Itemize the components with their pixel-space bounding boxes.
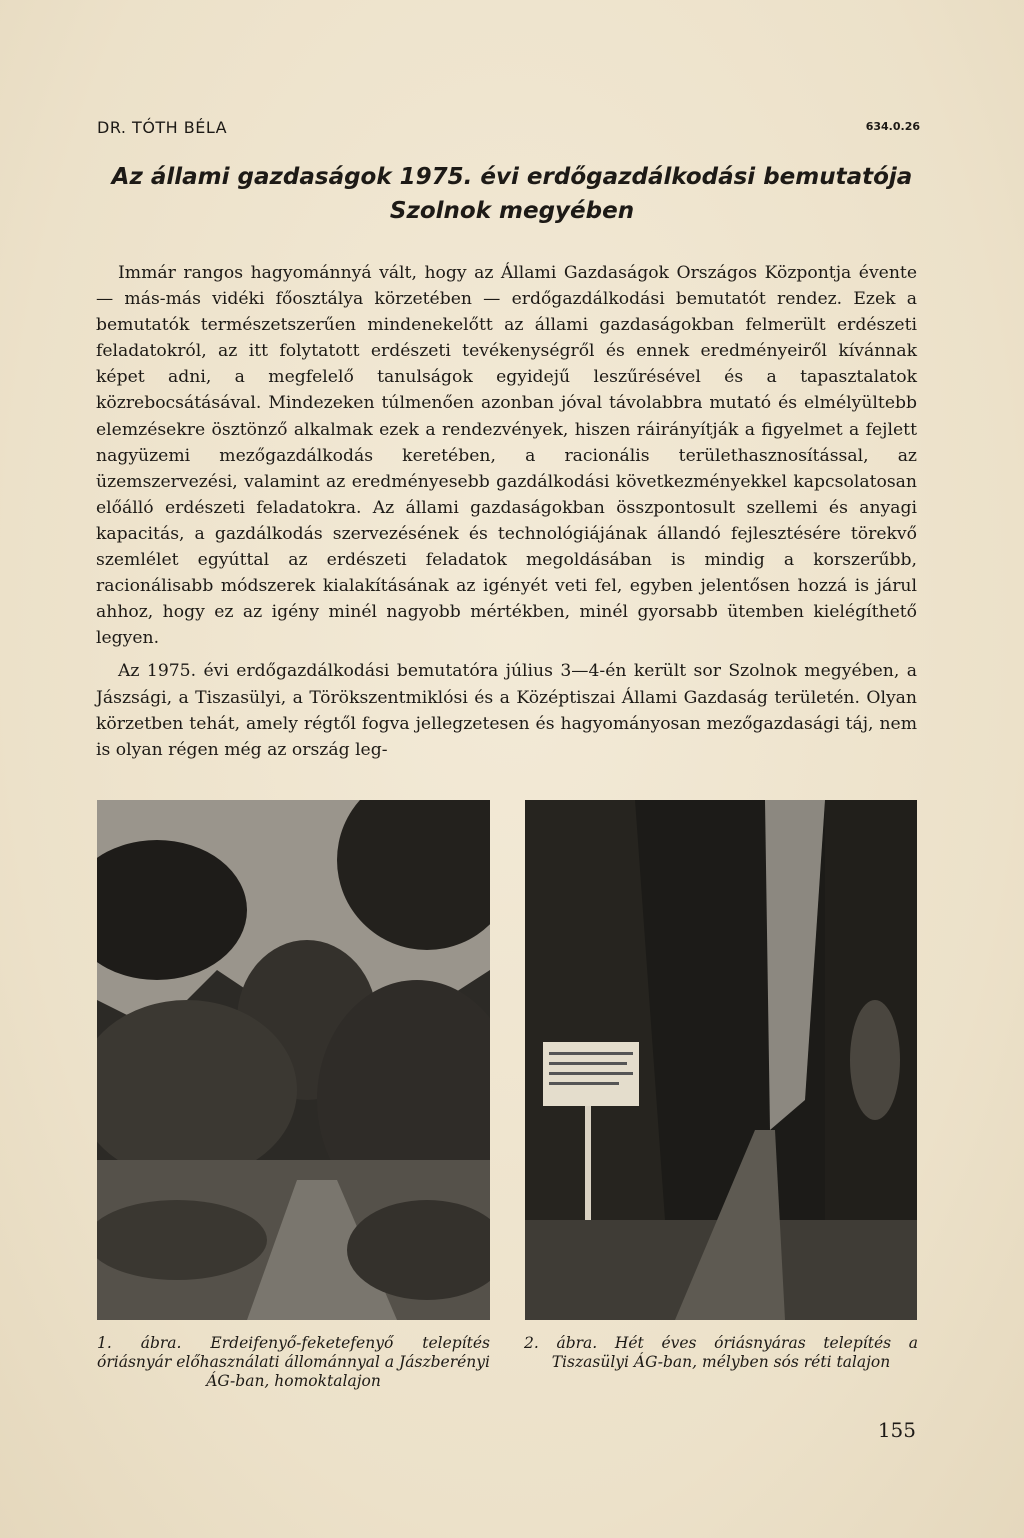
author-name: DR. TÓTH BÉLA [97, 118, 228, 137]
figure-1-caption: 1. ábra. Erdeifenyő-feketefenyő telepítés óriásnyár előhasználati állománnyal a Jászberényi ÁG-ban, homoktalajon [97, 1334, 490, 1390]
page-number: 155 [877, 1418, 916, 1442]
figure-2-caption: 2. ábra. Hét éves óriásnyáras telepítés a Tiszasülyi ÁG-ban, mélyben sós réti talajon [524, 1334, 918, 1371]
figure-1-photo [97, 800, 490, 1320]
paragraph: Az 1975. évi erdőgazdálkodási bemutatóra július 3—4-én került sor Szolnok megyében, a Jászsági, a Tiszasülyi, a Törökszentmiklósi és a Középtiszai Állami Gazdaság területén. Olyan körzetben tehát, amely régtől fogva jellegzetesen és hagyományosan mezőgazdasági táj, nem is olyan régen még az ország leg- [96, 661, 917, 760]
article-title [96, 160, 928, 228]
title-line-2: Szolnok megyében [389, 198, 635, 224]
paragraph: Immár rangos hagyománnyá vált, hogy az Állami Gazdaságok Országos Központja évente — más-más vidéki főosztálya körzetében — erdőgazdálkodási bemutatót rendez. Ezek a bemutatók természetszerűen mindenekelőtt az állami gazdaságokban felmerült erdészeti feladatokról, az itt folytatott erdészeti tevékenységről és ennek eredményeiről kívánnak képet adni, a megfelelő tanulságok egyidejű leszűrésével és a tapasztalatok közrebocsátásával. Mindezeken túlmenően azonban jóval távolabbra mutató és elmélyültebb elemzésekre ösztönző alkalmak ezek a rendezvények, hiszen ráirányítják a figyelmet a fejlett nagyüzemi mezőgazdálkodás keretében, a racionális területhasznosítással, az üzemszervezési, valamint az eredményesebb gazdálkodási következményekkel kapcsolatosan előálló erdészeti feladatokra. Az állami gazdaságokban összpontosult szellemi és anyagi kapacitás, a gazdálkodás szervezésének és technológiájának állandó fejlesztésére törekvő szemlélet egyúttal az erdészeti feladatok megoldásában is mindig a korszerűbb, racionálisabb módszerek kialakításának az igényét veti fel, egyben jelentősen hozzá is járul ahhoz, hogy ez az igény minél nagyobb mértékben, minél gyorsabb ütemben kielégíthető legyen. [96, 263, 917, 649]
article-body [96, 260, 917, 763]
figure-2-photo [525, 800, 917, 1320]
classification-code: 634.0.26 [865, 120, 920, 133]
title-line-1: Az állami gazdaságok 1975. évi erdőgazdálkodási bemutatója [111, 164, 913, 190]
